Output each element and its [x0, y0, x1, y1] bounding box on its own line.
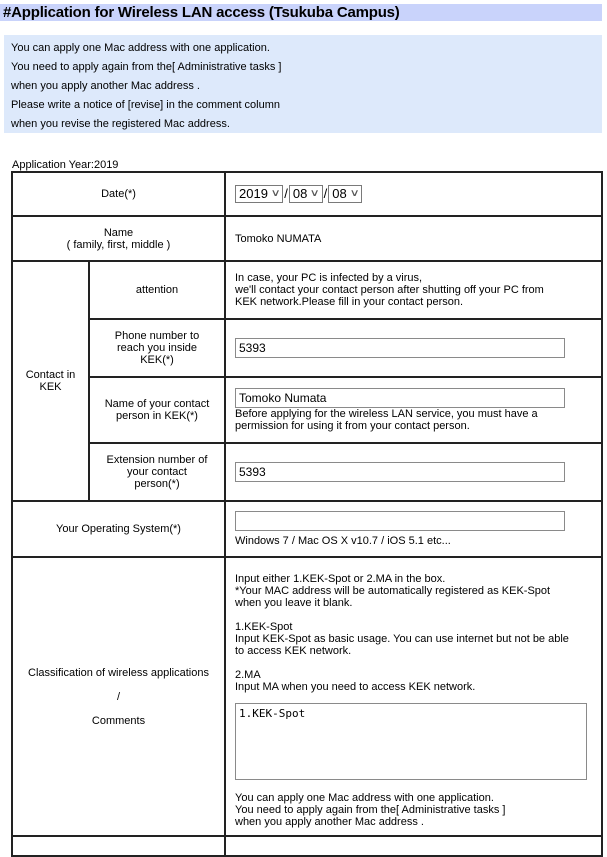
classification-label-comments: Comments [91, 714, 146, 727]
classification-intro: when you leave it blank. [235, 597, 353, 609]
attention-row [12, 261, 602, 319]
application-form [11, 171, 603, 857]
date-separator: / [323, 186, 328, 201]
date-row [12, 172, 602, 216]
extension-label: Extension number of your contact person(*) [89, 443, 225, 501]
classification-label [12, 557, 225, 836]
date-label: Date(*) [12, 172, 225, 216]
classification-row [12, 557, 602, 836]
classification-label-slash: / [116, 690, 121, 703]
phone-input[interactable]: 5393 [235, 338, 565, 358]
year-select[interactable] [235, 185, 283, 203]
notice-line: You need to apply again from the[ Administrative tasks ] [11, 61, 282, 73]
classification-footer: You can apply one Mac address with one application. [235, 792, 494, 804]
option1-desc: to access KEK network. [235, 645, 352, 657]
name-row [12, 216, 602, 261]
date-value [225, 172, 602, 216]
attention-line: we'll contact your contact person after shutting off your PC from [235, 284, 544, 296]
day-select[interactable] [328, 185, 362, 203]
contact-name-label: Name of your contact person in KEK(*) [89, 377, 225, 443]
classification-intro: Input either 1.KEK-Spot or 2.MA in the box. [235, 573, 446, 585]
day-value: 08 [332, 186, 347, 201]
notice-line: when you apply another Mac address . [11, 80, 200, 92]
comments-textarea[interactable]: 1.KEK-Spot [235, 703, 587, 780]
option2-desc: Input MA when you need to access KEK network. [235, 681, 476, 693]
month-select[interactable] [289, 185, 323, 203]
notice-line: Please write a notice of [revise] in the comment column [11, 99, 281, 111]
phone-row [12, 319, 602, 377]
notice-box [4, 35, 602, 133]
page-title: #Application for Wireless LAN access (Tsukuba Campus) [0, 4, 602, 21]
contact-name-input[interactable]: Tomoko Numata [235, 388, 565, 408]
extension-input[interactable]: 5393 [235, 462, 565, 482]
classification-footer: when you apply another Mac address . [235, 816, 424, 828]
classification-footer: You need to apply again from the[ Administrative tasks ] [235, 804, 506, 816]
extension-row [12, 443, 602, 501]
next-row-label [12, 836, 225, 856]
notice-line: when you revise the registered Mac address. [11, 118, 230, 130]
os-hint: Windows 7 / Mac OS X v10.7 / iOS 5.1 etc... [235, 535, 451, 547]
date-separator: / [284, 186, 288, 201]
application-year: Application Year:2019 [12, 159, 119, 171]
os-input[interactable] [235, 511, 565, 531]
attention-line: KEK network.Please fill in your contact person. [235, 296, 464, 308]
contact-name-hint: Before applying for the wireless LAN service, you must have a [235, 408, 538, 420]
chevron-down-icon: ∨ [270, 188, 281, 199]
contact-name-cell [225, 377, 602, 443]
attention-label: attention [89, 261, 225, 319]
month-value: 08 [292, 186, 308, 201]
classification-cell [225, 557, 602, 836]
next-row-value [225, 836, 602, 856]
name-label-sub: ( family, first, middle ) [66, 238, 171, 251]
os-cell [225, 501, 602, 557]
option1-title: 1.KEK-Spot [235, 621, 293, 633]
extension-cell [225, 443, 602, 501]
next-row [12, 836, 602, 856]
os-row [12, 501, 602, 557]
chevron-down-icon: ∨ [349, 188, 360, 199]
name-label [12, 216, 225, 261]
classification-label-line: Classification of wireless applications [28, 666, 209, 679]
contact-name-hint: permission for using it from your contact person. [235, 420, 470, 432]
name-value: Tomoko NUMATA [225, 216, 602, 261]
notice-line: You can apply one Mac address with one application. [11, 42, 270, 54]
option2-title: 2.MA [235, 669, 261, 681]
attention-line: In case, your PC is infected by a virus, [235, 272, 423, 284]
chevron-down-icon: ∨ [309, 188, 321, 199]
attention-text [225, 261, 602, 319]
contact-name-row [12, 377, 602, 443]
option1-desc: Input KEK-Spot as basic usage. You can use internet but not be able [235, 633, 569, 645]
phone-cell [225, 319, 602, 377]
os-label: Your Operating System(*) [12, 501, 225, 557]
contact-group-label: Contact in KEK [12, 261, 89, 501]
name-label-line: Name [103, 226, 134, 239]
classification-intro: *Your MAC address will be automatically registered as KEK-Spot [235, 585, 551, 597]
year-value: 2019 [239, 186, 268, 201]
phone-label: Phone number to reach you inside KEK(*) [89, 319, 225, 377]
